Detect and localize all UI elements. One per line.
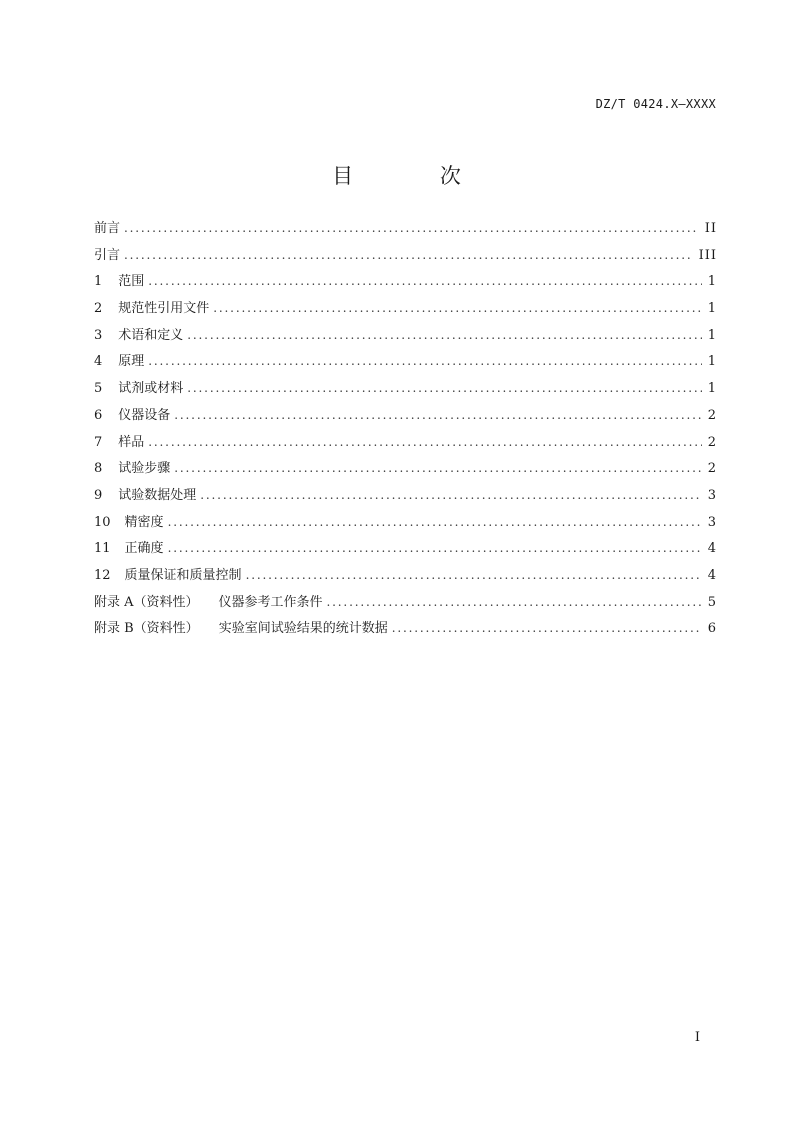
toc-entry-label: 规范性引用文件 [118,301,210,317]
toc-entry[interactable] [94,351,717,378]
toc-entry-label: 引言 [94,247,121,263]
toc-dot-leader [148,271,701,292]
toc-dot-leader [148,351,701,372]
page-title: 目 次 [332,164,501,188]
toc-entry-label: 试剂或材料 [118,381,184,397]
toc-entry-page: 1 [707,274,717,290]
toc-entry-page: 4 [707,541,717,557]
toc-entry-label: 术语和定义 [118,327,184,343]
toc-entry-page: II [704,221,717,236]
toc-entry-page: 1 [707,327,717,343]
toc-entry-label: 正确度 [124,541,164,557]
toc-entry-label: 实验室间试验结果的统计数据 [218,621,388,637]
toc-entry-page: 6 [707,621,717,637]
toc-entry[interactable] [94,325,717,352]
toc-entry-number: 11 [94,541,111,557]
toc-entry-number: 7 [94,434,103,450]
toc-entry-page: 2 [707,407,717,423]
toc-dot-leader [124,218,699,239]
toc-entry[interactable] [94,298,717,325]
toc-dot-leader [246,565,702,586]
toc-dot-leader [187,378,701,399]
toc-dot-leader [174,405,701,426]
toc-entry-page: 1 [707,381,717,397]
toc-entry-label: 试验步骤 [118,461,171,477]
toc-entry-page: 1 [707,301,717,317]
toc-dot-leader [174,458,701,479]
toc-entry[interactable] [94,592,717,619]
page-number: I [694,1030,700,1045]
toc-entry-label: 范围 [118,274,145,290]
toc-entry-number: 10 [94,514,111,530]
toc-entry[interactable] [94,405,717,432]
toc-entry[interactable] [94,538,717,565]
toc-entry-number: 附录 B（资料性） [94,621,199,637]
toc-dot-leader [187,325,701,346]
toc-entry-number: 5 [94,381,103,397]
toc-entry-label: 前言 [94,221,121,236]
toc-entry-label: 精密度 [124,514,164,530]
toc-entry-number: 8 [94,461,103,477]
toc-entry-page: 3 [707,514,717,530]
toc-entry-label: 样品 [118,434,145,450]
toc-entry-page: 3 [707,487,717,503]
toc-dot-leader [392,618,702,639]
toc-entry-label: 质量保证和质量控制 [124,567,242,583]
toc-entry[interactable] [94,485,717,512]
toc-entry-number: 附录 A（资料性） [94,594,199,610]
toc-dot-leader [148,432,701,453]
toc-entry-page: III [698,247,717,263]
toc-entry[interactable] [94,218,717,245]
toc-entry-page: 2 [707,434,717,450]
toc-entry-page: 1 [707,354,717,370]
toc-entry[interactable] [94,618,717,645]
toc-dot-leader [200,485,701,506]
toc-entry[interactable] [94,512,717,539]
toc-entry-number: 2 [94,301,103,317]
toc-entry-label: 原理 [118,354,145,370]
toc-entry-page: 5 [707,594,717,610]
toc-entry[interactable] [94,271,717,298]
toc-entry-number: 6 [94,407,103,423]
toc-entry-number: 3 [94,327,103,343]
toc-entry-number: 12 [94,567,111,583]
toc-dot-leader [168,512,702,533]
toc-dot-leader [213,298,701,319]
toc-entry[interactable] [94,378,717,405]
toc-dot-leader [327,592,702,613]
toc-entry-label: 试验数据处理 [118,487,197,503]
toc-entry-page: 4 [707,567,717,583]
toc-entry-number: 4 [94,354,103,370]
toc-entry[interactable] [94,565,717,592]
toc-entry[interactable] [94,245,717,272]
toc-entry-label: 仪器设备 [118,407,171,423]
toc-entry-number: 1 [94,274,103,290]
toc-entry[interactable] [94,432,717,459]
toc-dot-leader [168,538,702,559]
table-of-contents [94,218,717,645]
standard-code: DZ/T 0424.X—XXXX [595,97,716,111]
toc-entry[interactable] [94,458,717,485]
toc-entry-label: 仪器参考工作条件 [218,594,323,610]
toc-dot-leader [124,245,693,266]
toc-entry-page: 2 [707,461,717,477]
toc-entry-number: 9 [94,487,103,503]
